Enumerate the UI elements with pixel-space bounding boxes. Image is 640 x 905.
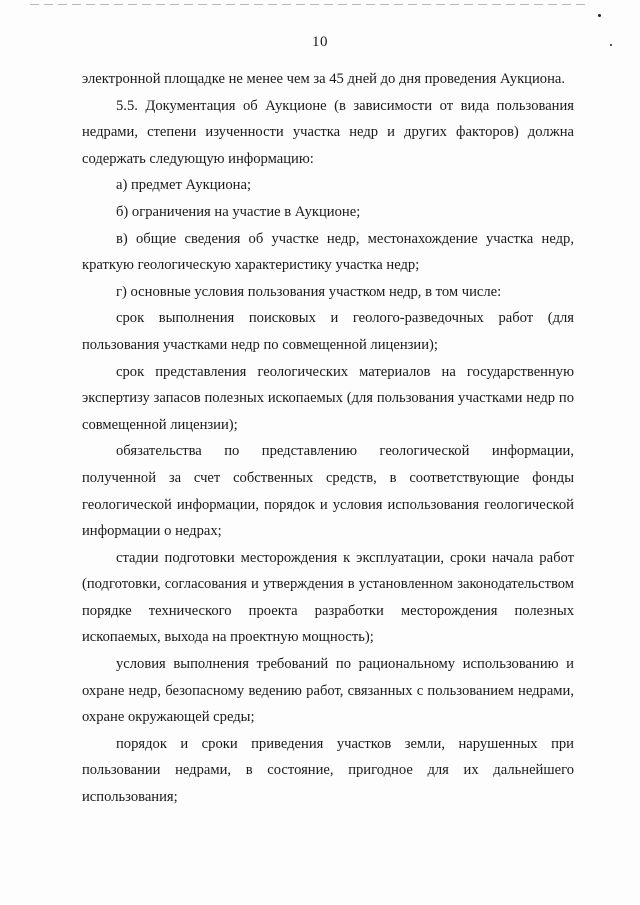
list-item: а) предмет Аукциона; (116, 177, 251, 194)
list-item: в) общие сведения об участке недр, местонахождение участка недр, краткую геологическую характеристику участка недр; (82, 230, 574, 274)
paragraph: порядок и сроки приведения участков земли, нарушенных при пользовании недрами, в состояние, пригодное для их дальнейшего использования; (82, 735, 574, 806)
paragraph: условия выполнения требований по рациональному использованию и охране недр, безопасному ведению работ, связанных с пользованием недрами, охране окружающей среды; (82, 656, 574, 726)
paragraph: обязательства по представлению геологической информации, полученной за счет собственных средств, в соответствующие фонды геологической информации, порядок и условия использования геологической информации о недрах; (82, 443, 574, 540)
paragraph: срок представления геологических материалов на государственную экспертизу запасов полезных ископаемых (для пользования участками недр по совмещенной лицензии); (82, 363, 574, 433)
scan-speck (598, 14, 601, 17)
page-number: 10 (312, 34, 328, 50)
scan-top-edge (30, 4, 590, 5)
paragraph: 5.5. Документация об Аукционе (в зависимости от вида пользования недрами, степени изученности участка недр и других факторов) должна содержать следующую информацию: (82, 97, 574, 167)
paragraph: стадии подготовки месторождения к эксплуатации, сроки начала работ (подготовки, согласования и утверждения в установленном законодательством порядке технического проекта разработки месторождения полезных ископаемых, выхода на проектную мощность); (82, 549, 574, 646)
list-item: г) основные условия пользования участком недр, в том числе: (116, 283, 502, 300)
paragraph: электронной площадке не менее чем за 45 дней до дня проведения Аукциона. (82, 71, 566, 87)
document-body (82, 66, 574, 811)
paragraph: срок выполнения поисковых и геолого-разведочных работ (для пользования участками недр по совмещенной лицензии); (82, 310, 574, 353)
list-item: б) ограничения на участие в Аукционе; (116, 203, 361, 220)
